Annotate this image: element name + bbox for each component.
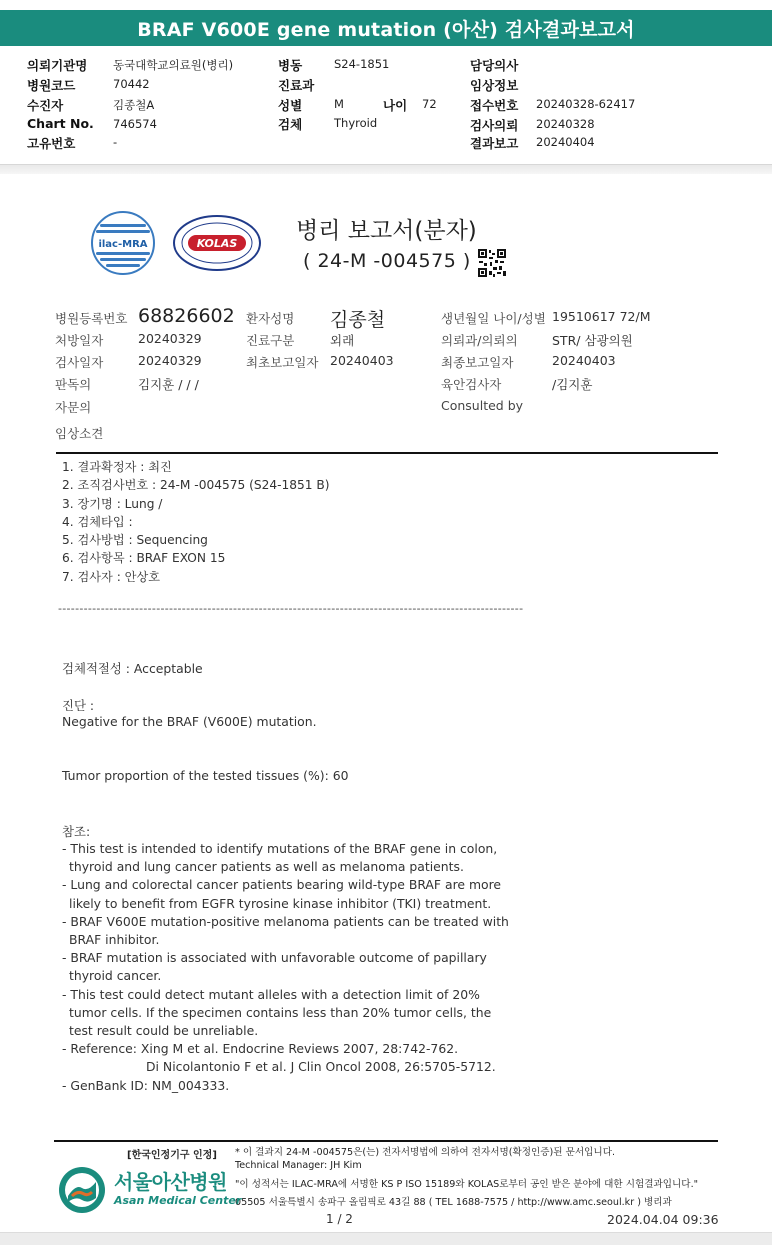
kolas-logo-text: KOLAS <box>196 237 238 250</box>
reference-line: test result could be unreliable. <box>69 1023 259 1039</box>
printed-timestamp: 2024.04.04 09:36 <box>607 1212 719 1227</box>
recipient-label: 수진자 <box>27 98 64 113</box>
report-heading: 병리 보고서(분자) <box>296 218 477 244</box>
patient-name-value: 김종철 <box>330 309 386 331</box>
hospital-address: 05505 서울특별시 송파구 올림픽로 43길 88 ( TEL 1688-7575 / http://www.amc.seoul.kr ) 병리과 <box>235 1197 672 1208</box>
ilac-mra-logo <box>90 210 156 276</box>
reader-value: 김지훈 / / / <box>138 377 199 392</box>
age-value: 72 <box>422 97 437 111</box>
detail-item: 7. 검사자 : 안상호 <box>62 569 160 584</box>
reference-line: - Reference: Xing M et al. Endocrine Reviews 2007, 28:742-762. <box>62 1041 459 1057</box>
unique-no-value: - <box>113 135 118 149</box>
reference-line: - BRAF V600E mutation-positive melanoma patients can be treated with <box>62 913 509 929</box>
dashed-divider: ------------------------------------------------------------------------------------------------------------- <box>58 602 524 615</box>
hospital-code-value: 70442 <box>113 77 150 91</box>
reference-line: likely to benefit from EGFR tyrosine kinase inhibitor (TKI) treatment. <box>69 895 492 911</box>
test-date-value: 20240329 <box>138 353 202 368</box>
dob-value: 19510617 72/M <box>552 309 651 324</box>
detail-item: 4. 검체타입 : <box>62 514 133 529</box>
tumor-proportion-text: Tumor proportion of the tested tissues (%): 60 <box>62 768 349 783</box>
detail-item: 2. 조직검사번호 : 24-M -004575 (S24-1851 B) <box>62 478 330 493</box>
reference-line: - This test is intended to identify mutations of the BRAF gene in colon, <box>62 841 498 856</box>
order-header <box>0 0 772 160</box>
e-signature-note: * 이 결과지 24-M -004575은(는) 전자서명법에 의하여 전자서명(확정인증)된 문서입니다. <box>235 1147 616 1158</box>
request-date-value: 20240328 <box>536 117 595 131</box>
report-date-value: 20240404 <box>536 135 595 149</box>
institution-value: 동국대학교의료원(병리) <box>113 58 234 72</box>
receipt-no-label: 접수번호 <box>470 98 519 113</box>
detail-item: 5. 검사방법 : Sequencing <box>62 533 208 548</box>
recipient-value: 김종철A <box>113 98 155 112</box>
references-label: 참조: <box>62 824 91 839</box>
page-number: 1 / 2 <box>326 1212 353 1226</box>
clinical-findings-label: 임상소견 <box>55 426 104 441</box>
request-date-label: 검사의뢰 <box>470 118 519 133</box>
hospital-name-kr: 서울아산병원 <box>114 1170 227 1194</box>
clinical-info-label: 임상정보 <box>470 78 519 93</box>
reg-no-label: 병원등록번호 <box>55 311 128 326</box>
reference-line: - BRAF mutation is associated with unfavorable outcome of papillary <box>62 950 487 966</box>
reg-no-value: 68826602 <box>138 305 235 327</box>
diagnosis-text: Negative for the BRAF (V600E) mutation. <box>62 714 317 729</box>
consulted-by-label: Consulted by <box>441 398 524 413</box>
reference-line: - This test could detect mutant alleles with a detection limit of 20% <box>62 986 480 1002</box>
referral-label: 의뢰과/의뢰의 <box>441 333 518 348</box>
specimen-value: Thyroid <box>334 116 378 130</box>
sex-label: 성별 <box>278 98 303 113</box>
sex-value: M <box>334 97 344 111</box>
footer-rule <box>54 1140 718 1142</box>
chart-no-value: 746574 <box>113 117 157 131</box>
doctor-label: 담당의사 <box>470 58 519 73</box>
referral-value: STR/ 삼광의원 <box>552 333 633 348</box>
gross-examiner-value: /김지훈 <box>552 377 593 392</box>
report-number: ( 24-M -004575 ) <box>303 250 471 272</box>
ilac-logo-text: ilac-MRA <box>98 239 148 250</box>
reference-line: BRAF inhibitor. <box>69 932 160 948</box>
patient-name-label: 환자성명 <box>246 311 295 326</box>
adequacy-text: 검체적절성 : Acceptable <box>62 661 203 676</box>
reader-label: 판독의 <box>55 377 92 392</box>
visit-type-label: 진료구분 <box>246 333 295 348</box>
chart-no-label: Chart No. <box>27 116 94 131</box>
reference-line: - Lung and colorectal cancer patients bearing wild-type BRAF are more <box>62 877 502 893</box>
kolas-logo <box>172 214 262 272</box>
references-list <box>62 840 509 1095</box>
technical-manager: Technical Manager: JH Kim <box>235 1160 362 1171</box>
header-divider <box>0 164 772 174</box>
asan-medical-center-logo <box>58 1166 106 1214</box>
advisor-label: 자문의 <box>55 400 92 415</box>
bottom-bar <box>0 1232 772 1245</box>
detail-item: 3. 장기명 : Lung / <box>62 496 163 511</box>
institution-label: 의뢰기관명 <box>27 58 88 73</box>
reference-line: Di Nicolantonio F et al. J Clin Oncol 2008, 26:5705-5712. <box>146 1059 496 1075</box>
report-date-label: 결과보고 <box>470 136 519 151</box>
hospital-code-label: 병원코드 <box>27 78 76 93</box>
ward-label: 병동 <box>278 58 303 73</box>
reference-line: thyroid and lung cancer patients as well as melanoma patients. <box>69 859 464 875</box>
test-date-label: 검사일자 <box>55 355 104 370</box>
section-rule <box>56 452 718 454</box>
qr-code-icon <box>478 249 506 277</box>
diagnosis-label: 진단 : <box>62 698 95 713</box>
first-report-value: 20240403 <box>330 353 394 368</box>
first-report-label: 최초보고일자 <box>246 355 319 370</box>
gross-examiner-label: 육안검사자 <box>441 377 502 392</box>
age-label: 나이 <box>383 98 408 113</box>
detail-item: 6. 검사항목 : BRAF EXON 15 <box>62 551 226 566</box>
report-title: BRAF V600E gene mutation (아산) 검사결과보고서 <box>137 18 635 41</box>
final-report-label: 최종보고일자 <box>441 355 514 370</box>
receipt-no-value: 20240328-62417 <box>536 97 636 111</box>
detail-item: 1. 결과확정자 : 최진 <box>62 460 172 474</box>
details-list <box>62 458 330 586</box>
unique-no-label: 고유번호 <box>27 136 76 151</box>
accreditation-label: [한국인정기구 인정] <box>127 1150 217 1161</box>
rx-date-value: 20240329 <box>138 331 202 346</box>
final-report-value: 20240403 <box>552 353 616 368</box>
dob-label: 생년월일 나이/성별 <box>441 311 546 326</box>
hospital-name-en: Asan Medical Center <box>114 1194 242 1207</box>
reference-line: thyroid cancer. <box>69 968 162 984</box>
reference-line: - GenBank ID: NM_004333. <box>62 1077 230 1093</box>
accreditation-note: "이 성적서는 ILAC-MRA에 서명한 KS P ISO 15189와 KOLAS로부터 공인 받은 분야에 대한 시험결과입니다." <box>235 1179 699 1190</box>
specimen-label: 검체 <box>278 117 303 132</box>
rx-date-label: 처방일자 <box>55 333 104 348</box>
visit-type-value: 외래 <box>330 333 355 348</box>
ward-value: S24-1851 <box>334 57 390 71</box>
reference-line: tumor cells. If the specimen contains less than 20% tumor cells, the <box>69 1004 492 1020</box>
dept-label: 진료과 <box>278 78 315 93</box>
